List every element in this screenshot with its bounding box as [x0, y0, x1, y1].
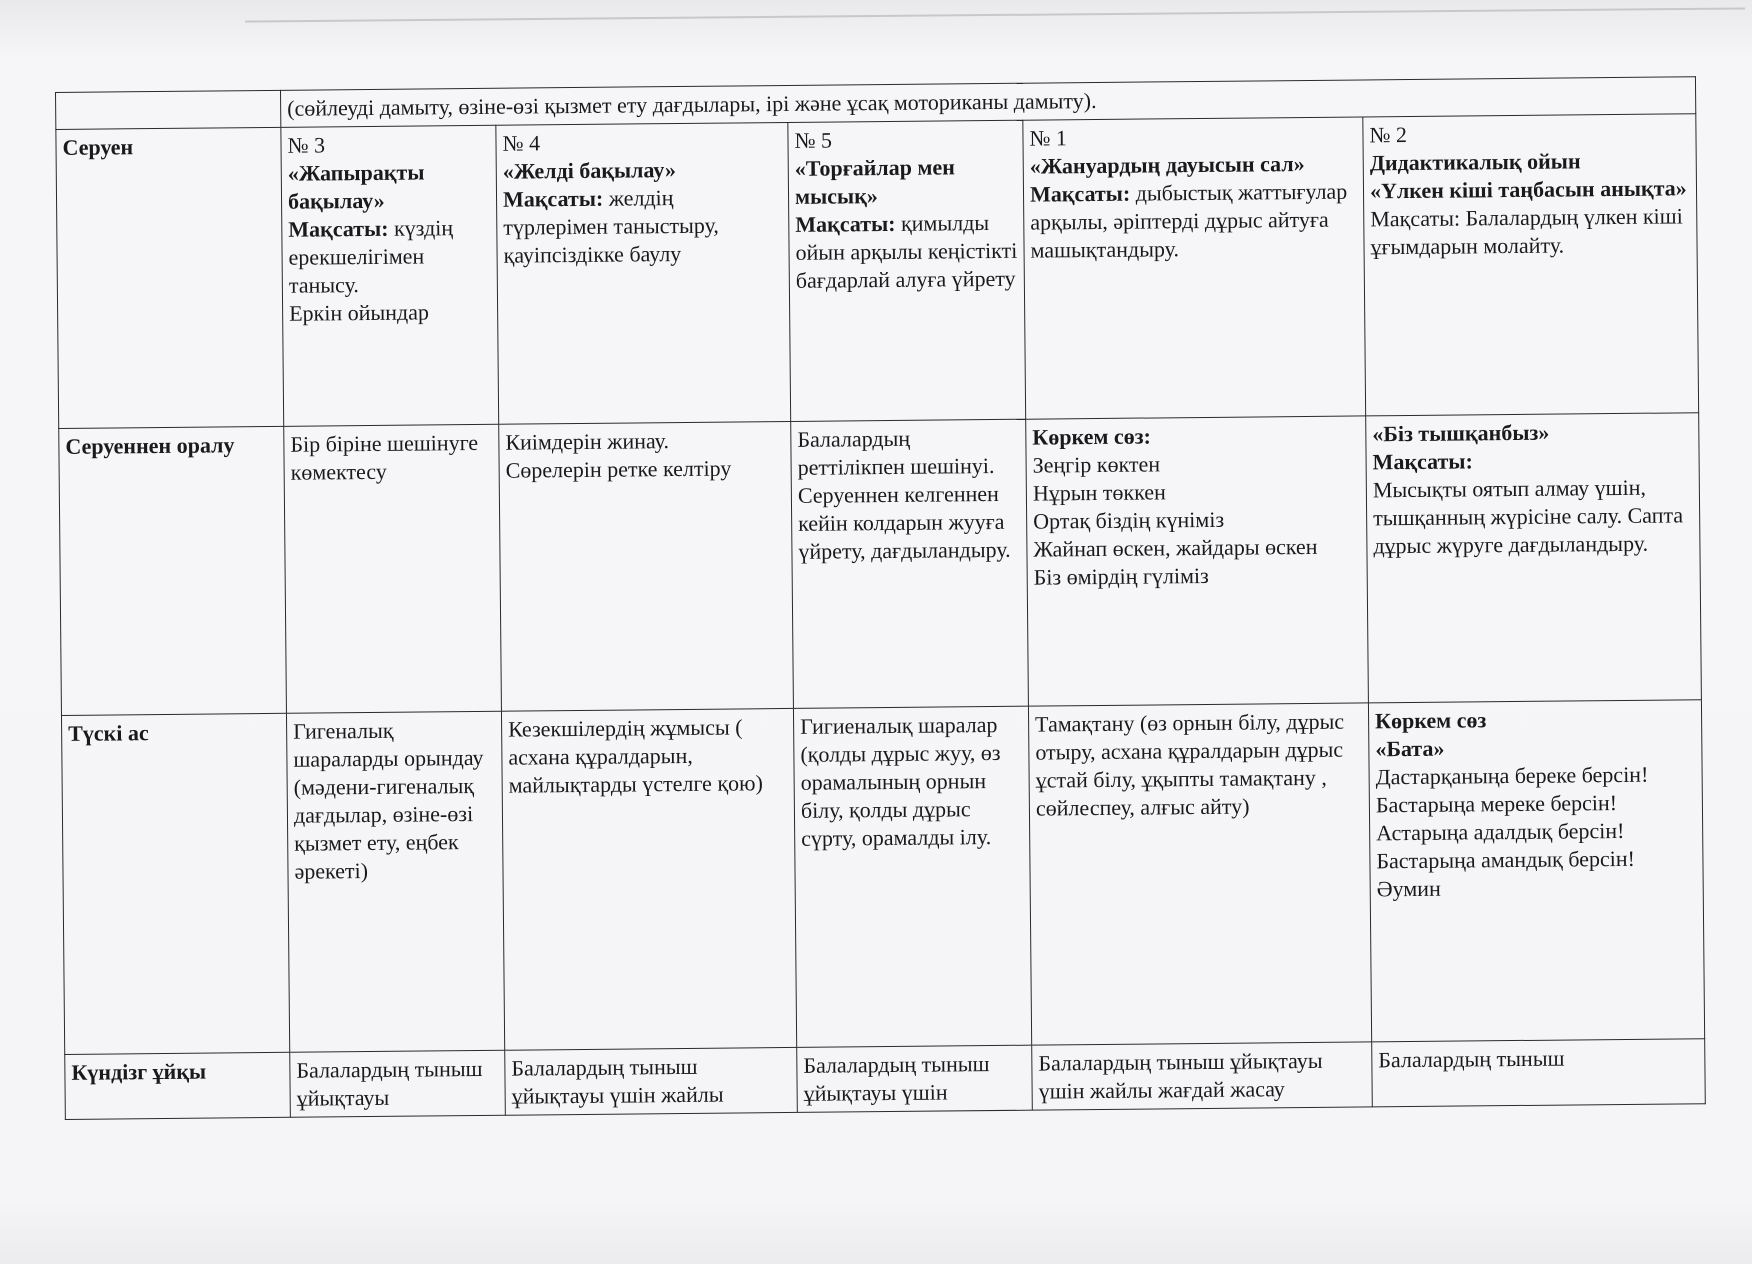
cell-line: Көркем сөз: [1032, 423, 1151, 450]
cell-line: Гигеналық шараларды орындау (мәдени-гигеналық дағдылар, өзіне-өзі қызмет ету, еңбек әрекеті) [293, 717, 484, 884]
cell-line: № 1 [1029, 125, 1068, 151]
cell-line: Жайнап өскен, жайдары өскен [1033, 533, 1318, 562]
daily-plan-table [55, 76, 1706, 1120]
cell-line: Мақсаты: [1372, 448, 1473, 475]
row-header: Серуен [56, 127, 284, 428]
cell-line: Астарыңа адалдық берсін! [1376, 817, 1625, 846]
table-cell [1363, 114, 1699, 416]
cell-line: Мақсаты: қимылды ойын арқылы кеңістікті бағдарлай алуға үйрету [795, 210, 1018, 293]
cell-line: Сөрелерін ретке келтіру [505, 455, 732, 483]
cell-line: Балалардың тыныш ұйықтауы үшін жайлы [511, 1053, 724, 1109]
table-cell [1366, 413, 1702, 703]
table-cell [284, 424, 502, 713]
table-cell [1023, 117, 1366, 419]
cell-line: Серуеннен келгеннен кейін колдарын жууға үйрету, дағдыландыру. [797, 480, 1011, 564]
row-header: Күндізг ұйқы [65, 1052, 291, 1119]
table-cell [793, 706, 1031, 1047]
cell-line: Көркем сөз [1374, 707, 1487, 734]
table-row [56, 114, 1699, 429]
table-cell [1368, 700, 1704, 1042]
document-sheet [55, 76, 1705, 1177]
cell-line: «Біз тышқанбыз» [1372, 419, 1550, 447]
table-cell [791, 419, 1029, 708]
cell-line: «Торғайлар мен мысық» [794, 154, 955, 209]
empty-head-cell [56, 90, 281, 129]
cell-line: № 2 [1369, 122, 1408, 148]
cell-line: Еркін ойындар [289, 299, 430, 326]
cell-line: Бастарыңа амандық берсін! [1376, 845, 1636, 874]
table-cell [496, 122, 791, 424]
cell-line: Ортақ біздің күніміз [1033, 506, 1225, 534]
cell-line: Дастарқаныңа береке берсін! [1375, 761, 1649, 790]
row-header: Түскі ас [61, 713, 289, 1054]
cell-line: «Үлкен кіші таңбасын анықта» [1369, 175, 1687, 204]
cell-line: Тамақтану (өз орнын білу, дұрыс отыру, асхана құралдарын дұрыс ұстай білу, ұқыпты тамақтану , сөйлеспеу, алғыс айту) [1034, 708, 1345, 821]
table-cell [501, 708, 796, 1050]
table-cell [281, 125, 499, 426]
cell-line: Мысықты оятып алмау үшін, тышқанның жүрісіне салу. Сапта дұрыс жүруге дағдыландыру. [1372, 474, 1684, 559]
table-cell [1372, 1039, 1706, 1107]
table-cell [499, 421, 794, 711]
cell-line: Балалардың тыныш [1378, 1045, 1565, 1073]
cell-line: «Жапырақты бақылау» [287, 159, 425, 214]
table-cell [286, 711, 504, 1052]
cell-line: Кезекшілердің жұмысы ( асхана құралдарын, майлықтарды үстелге қою) [508, 714, 763, 798]
cell-line: Нұрын төккен [1032, 479, 1166, 506]
cell-line: Әумин [1376, 875, 1441, 902]
table-cell [1032, 1042, 1373, 1110]
cell-line: № 4 [502, 130, 541, 156]
table-cell [797, 1045, 1033, 1112]
cell-line: № 3 [287, 132, 326, 158]
table-cell [788, 120, 1026, 421]
cell-line: Мақсаты: күздің ерекшелігімен танысу. [288, 215, 454, 298]
table-cell [1026, 416, 1369, 706]
cell-line: «Желді бақылау» [502, 157, 677, 184]
table-cell [1028, 703, 1371, 1045]
cell-line: Мақсаты: желдің түрлерімен таныстыру, қауіпсіздікке баулу [502, 185, 719, 268]
cell-line: № 5 [794, 127, 833, 153]
cell-line: Біз өмірдің гүліміз [1033, 562, 1209, 590]
cell-line: Балалардың реттілікпен шешінуі. [797, 425, 995, 480]
cell-line: «Бата» [1375, 735, 1445, 762]
cell-line: Балалардың тыныш ұйықтауы [296, 1055, 483, 1111]
cell-line: Балалардың тыныш ұйықтауы үшін жайлы жағдай жасау [1038, 1047, 1323, 1104]
cell-line: Зеңгір көктен [1032, 451, 1161, 478]
cell-line: Дидактикалық ойын [1369, 148, 1581, 176]
cell-line: Бір біріне шешінуге көмектесу [290, 429, 479, 485]
cell-line: Киімдерін жинау. [505, 428, 670, 455]
cell-line: Мақсаты: Балалардың үлкен кіші ұғымдарын молайту. [1370, 203, 1683, 260]
cell-line: Балалардың тыныш ұйықтауы үшін [803, 1051, 990, 1106]
top-note: (сөйлеуді дамыту, өзіне-өзі қызмет ету дағдылары, ірі және ұсақ моториканы дамыту). [280, 77, 1695, 128]
cell-line: Гигиеналық шаралар (қолды дұрыс жуу, өз орамалының орнын білу, қолды дұрыс сүрту, орамалды ілу. [800, 711, 1001, 851]
cell-line: Бастарыңа мереке берсін! [1375, 790, 1618, 818]
row-header: Серуеннен оралу [59, 426, 287, 715]
table-cell [505, 1047, 798, 1115]
table-row [59, 413, 1702, 716]
cell-line: Мақсаты: дыбыстық жаттығулар арқылы, әріптерді дұрыс айтуға машықтандыру. [1029, 178, 1348, 263]
table-cell [290, 1050, 506, 1117]
cell-line: «Жануардың дауысын сал» [1029, 151, 1305, 179]
table-row [61, 700, 1704, 1055]
